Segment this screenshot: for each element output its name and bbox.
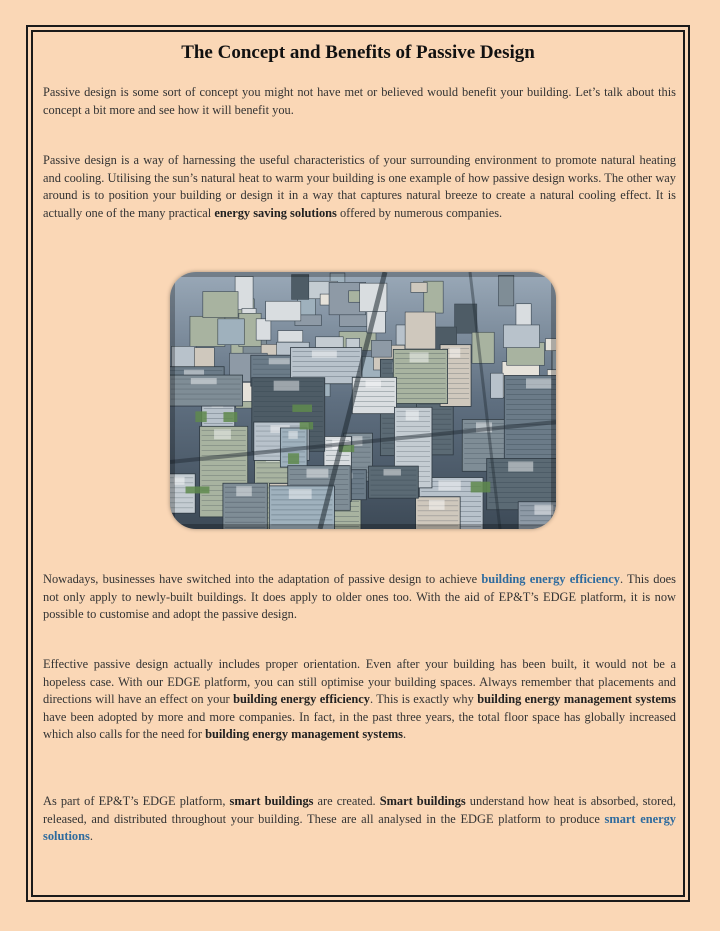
paragraph-adaptation xyxy=(43,571,676,624)
text-run: . xyxy=(402,727,407,742)
text-run: Nowadays, businesses have switched into the adaptation of passive design to achieve xyxy=(43,572,482,586)
bold-phrase: building energy management systems xyxy=(477,692,676,707)
text-run: are created. xyxy=(313,794,380,808)
paragraph-smart-buildings xyxy=(43,793,676,846)
text-run: As part of EP&T’s EDGE platform, xyxy=(43,794,230,808)
text-run: . xyxy=(89,829,93,844)
text-run: understand how heat is absorbed, stored, released, and distributed throughout your building. These are all analysed in the EDGE platform to produce xyxy=(43,794,676,826)
bold-phrase: building energy management systems xyxy=(205,727,403,742)
paragraph-intro xyxy=(43,84,676,119)
paragraph-orientation xyxy=(43,656,676,744)
bold-phrase: energy saving solutions xyxy=(214,205,337,220)
text-run: Passive design is a way of harnessing the useful characteristics of your surrounding environment to promote natural heating and cooling. Utilising the sun’s natural heat to warm your building is one example of how passive design works. The other way around is to position your building or design it in a way that captures natural breeze to create a natural cooling effect. It is actually one of the many practical xyxy=(43,153,676,220)
bold-phrase: building energy efficiency xyxy=(233,692,370,707)
text-run: . This is exactly why xyxy=(369,692,478,707)
inline-link[interactable]: smart energy solutions xyxy=(43,811,676,844)
page-title: The Concept and Benefits of Passive Design xyxy=(181,42,535,63)
inline-link[interactable]: building energy efficiency xyxy=(481,572,620,586)
text-run: . This does not only apply to newly-built buildings. It does apply to older ones too. With the aid of EP&T’s EDGE platform, it is now possible to customise and adopt the passive design. xyxy=(43,572,676,622)
text-run: Passive design is some sort of concept you might not have met or believed would benefit your building. Let’s talk about this concept a bit more and see how it will benefit you. xyxy=(43,85,676,117)
text-run: Effective passive design actually includes proper orientation. Even after your building has been built, it would not be a hopeless case. With our EDGE platform, you can still optimise your building spaces. Always remember that placements and directions will have an effect on your xyxy=(43,657,676,707)
paragraph-definition xyxy=(43,152,676,222)
bold-phrase: smart buildings xyxy=(229,794,314,808)
city-aerial-photo xyxy=(170,272,556,529)
bold-phrase: Smart buildings xyxy=(379,794,466,808)
text-run: offered by numerous companies. xyxy=(336,205,503,220)
text-run: have been adopted by more and more companies. In fact, in the past three years, the total floor space has globally increased which also calls for the need for xyxy=(43,709,676,742)
